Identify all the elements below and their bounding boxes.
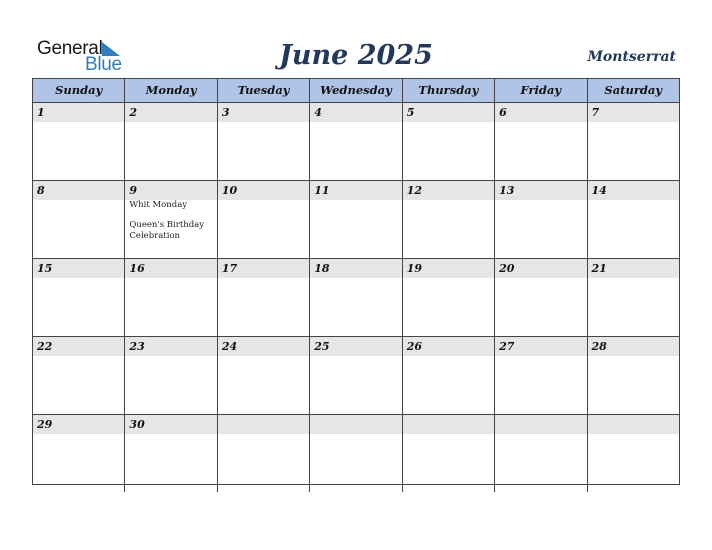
day-number: 17: [221, 262, 238, 275]
day-number: 18: [314, 262, 330, 275]
day-cell-29: [33, 415, 124, 492]
weekday-header-row: [33, 79, 679, 103]
day-number: 5: [406, 106, 415, 119]
day-number: 10: [221, 184, 238, 197]
day-cell-3: [217, 103, 309, 180]
day-cell-28: [587, 337, 679, 414]
day-number: 1: [37, 106, 45, 119]
day-cell-12: [402, 181, 494, 258]
day-number: 27: [499, 340, 515, 353]
day-cell-18: [309, 259, 401, 336]
day-cell-30: [124, 415, 216, 492]
day-number: 25: [314, 340, 330, 353]
day-number: 2: [129, 106, 138, 119]
date-strip: [310, 103, 401, 122]
day-cell-6: [494, 103, 586, 180]
day-cell-empty: [587, 415, 679, 492]
day-cell-26: [402, 337, 494, 414]
week-row: [33, 337, 679, 415]
day-number: 8: [37, 184, 45, 197]
day-number: 7: [591, 106, 600, 119]
day-number: 29: [37, 418, 53, 431]
day-number: 28: [591, 340, 607, 353]
date-strip: [310, 415, 401, 434]
day-number: 30: [129, 418, 145, 431]
day-number: 21: [591, 262, 607, 275]
date-strip: [33, 103, 124, 122]
day-cell-11: [309, 181, 401, 258]
day-cell-5: [402, 103, 494, 180]
date-strip: [403, 415, 494, 434]
weekday-thursday: Thursday: [402, 79, 494, 102]
day-cell-1: [33, 103, 124, 180]
holiday-event: Whit Monday: [129, 200, 188, 210]
day-number: 12: [406, 184, 422, 197]
date-strip: [218, 415, 309, 434]
country-name: Montserrat: [587, 49, 676, 65]
day-number: 16: [129, 262, 145, 275]
day-cell-9: [124, 181, 216, 258]
day-number: 26: [406, 340, 422, 353]
day-cell-21: [587, 259, 679, 336]
day-number: 20: [499, 262, 515, 275]
calendar-grid: [32, 78, 680, 485]
logo-text-blue: Blue: [85, 54, 122, 75]
day-number: 22: [37, 340, 53, 353]
day-cell-24: [217, 337, 309, 414]
week-row: [33, 259, 679, 337]
day-cell-10: [217, 181, 309, 258]
weekday-saturday: Saturday: [587, 79, 679, 102]
day-cell-empty: [402, 415, 494, 492]
holiday-event: Queen's Birthday Celebration: [129, 220, 205, 241]
day-cell-19: [402, 259, 494, 336]
date-strip: [403, 103, 494, 122]
day-number: 23: [129, 340, 145, 353]
logo-text-general: General: [37, 38, 103, 59]
day-number: 13: [499, 184, 515, 197]
day-number: 24: [221, 340, 238, 353]
date-strip: [125, 103, 216, 122]
weekday-tuesday: Tuesday: [217, 79, 309, 102]
calendar-title: June 2025: [279, 40, 433, 71]
weekday-sunday: Sunday: [55, 83, 103, 97]
calendar-weeks: [33, 103, 679, 492]
date-strip: [495, 103, 586, 122]
day-cell-empty: [494, 415, 586, 492]
week-row: [33, 103, 679, 181]
day-cell-23: [124, 337, 216, 414]
day-cell-16: [124, 259, 216, 336]
day-number: 11: [314, 184, 330, 197]
day-cell-8: [33, 181, 124, 258]
day-cell-empty: [217, 415, 309, 492]
weekday-wednesday: Wednesday: [309, 79, 401, 102]
day-cell-4: [309, 103, 401, 180]
day-cell-27: [494, 337, 586, 414]
day-number: 3: [221, 106, 230, 119]
day-number: 15: [37, 262, 53, 275]
day-number: 19: [406, 262, 422, 275]
day-cell-17: [217, 259, 309, 336]
date-strip: [33, 181, 124, 200]
day-cell-15: [33, 259, 124, 336]
event-list: [129, 200, 214, 251]
day-number: 4: [314, 106, 322, 119]
date-strip: [218, 103, 309, 122]
day-cell-2: [124, 103, 216, 180]
date-strip: [588, 415, 679, 434]
day-cell-13: [494, 181, 586, 258]
day-cell-25: [309, 337, 401, 414]
day-cell-7: [587, 103, 679, 180]
day-cell-empty: [309, 415, 401, 492]
day-number: 6: [499, 106, 507, 119]
day-number: 9: [129, 184, 138, 197]
week-row: [33, 181, 679, 259]
day-number: 14: [591, 184, 607, 197]
day-cell-20: [494, 259, 586, 336]
week-row: [33, 415, 679, 492]
weekday-monday: Monday: [124, 79, 216, 102]
day-cell-22: [33, 337, 124, 414]
date-strip: [125, 181, 216, 200]
weekday-friday: Friday: [494, 79, 586, 102]
date-strip: [495, 415, 586, 434]
date-strip: [588, 103, 679, 122]
day-cell-14: [587, 181, 679, 258]
